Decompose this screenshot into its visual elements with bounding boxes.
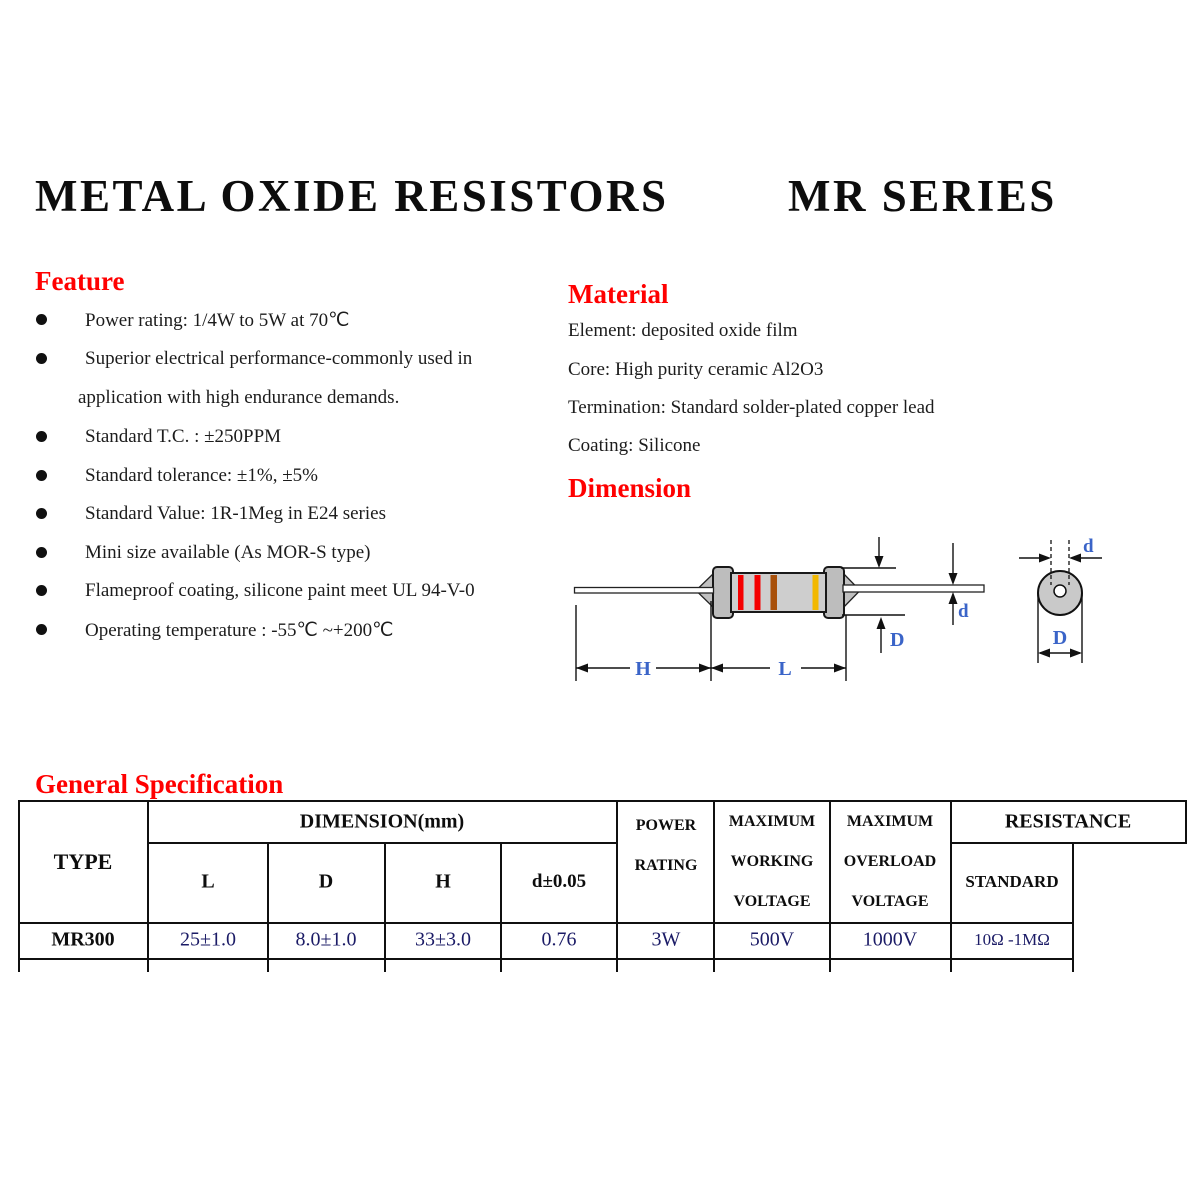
arrow-up-icon <box>877 617 886 629</box>
arrow-down-icon <box>875 556 884 568</box>
material-item: Core: High purity ceramic Al2O3 <box>568 359 824 380</box>
col-header-power-rating: POWER <box>635 817 697 834</box>
col-header-H: H <box>435 870 451 893</box>
bullet-icon <box>36 508 47 519</box>
label-H: H <box>635 658 651 680</box>
bullet-icon <box>36 585 47 596</box>
material-item: Element: deposited oxide film <box>568 320 798 341</box>
end-view-lead-hole <box>1054 585 1066 597</box>
arrow-up-icon <box>949 592 958 604</box>
label-lead-diameter: d <box>958 601 969 622</box>
table-border-line <box>616 800 618 972</box>
feature-item: Superior electrical performance-commonly used in <box>85 348 473 369</box>
table-border-line <box>147 842 618 844</box>
table-border-line <box>18 800 20 972</box>
feature-item: Mini size available (As MOR-S type) <box>85 542 371 563</box>
label-end-lead-diameter: d <box>1083 536 1094 557</box>
band-red-2 <box>755 575 761 610</box>
cell-max-overload-voltage: 1000V <box>862 928 918 951</box>
table-border-line <box>384 842 386 972</box>
arrow-left-icon <box>1038 649 1050 658</box>
col-header-max-working-voltage: MAXIMUM <box>728 813 816 830</box>
col-header-max-overload-voltage: MAXIMUM <box>846 813 934 830</box>
table-border-line <box>18 800 1187 802</box>
arrow-left-icon <box>576 664 588 673</box>
col-group-dimension: DIMENSION(mm) <box>299 810 465 833</box>
resistor-body <box>731 573 826 612</box>
col-header-type: TYPE <box>53 849 113 874</box>
col-header-max-working-voltage: VOLTAGE <box>733 893 811 910</box>
series-title: MR SERIES <box>788 171 1057 221</box>
col-header-max-working-voltage: WORKING <box>730 853 814 870</box>
resistor-dimension-diagram <box>553 525 1200 695</box>
right-lead <box>843 585 984 592</box>
cell-H: 33±3.0 <box>415 928 471 951</box>
arrow-right-icon <box>834 664 846 673</box>
table-border-line <box>950 800 952 972</box>
specification-table <box>18 800 1190 974</box>
feature-item: Standard Value: 1R-1Meg in E24 series <box>85 503 386 524</box>
label-end-body-diameter: D <box>1052 627 1068 649</box>
bullet-icon <box>36 470 47 481</box>
cell-d-tolerance: 0.76 <box>541 928 577 951</box>
material-item: Coating: Silicone <box>568 435 701 456</box>
table-border-line <box>950 842 1187 844</box>
col-header-D: D <box>318 870 334 893</box>
band-gold <box>813 575 819 610</box>
bullet-icon <box>36 624 47 635</box>
table-border-line <box>1072 842 1074 972</box>
left-lead <box>575 588 714 594</box>
feature-heading: Feature <box>35 266 125 296</box>
table-border-line <box>18 922 1074 924</box>
page-title: METAL OXIDE RESISTORS <box>35 171 669 221</box>
arrow-down-icon <box>949 573 958 585</box>
feature-item: Flameproof coating, silicone paint meet UL 94-V-0 <box>85 580 475 601</box>
cell-power-rating: 3W <box>651 928 681 951</box>
feature-item: Standard T.C. : ±250PPM <box>85 426 282 447</box>
cell-type: MR300 <box>51 928 115 951</box>
band-brown <box>771 575 778 610</box>
band-red-1 <box>738 575 744 610</box>
arrow-right-icon <box>699 664 711 673</box>
col-header-max-overload-voltage: OVERLOAD <box>843 853 937 870</box>
table-border-line <box>713 800 715 972</box>
table-border-line <box>1185 800 1187 844</box>
cell-max-working-voltage: 500V <box>749 928 795 951</box>
col-header-L: L <box>201 870 215 893</box>
label-L: L <box>778 658 792 680</box>
feature-item-continuation: application with high endurance demands. <box>78 387 400 408</box>
bullet-icon <box>36 431 47 442</box>
col-header-standard: STANDARD <box>965 872 1059 891</box>
bullet-icon <box>36 353 47 364</box>
cell-resistance-range: 10Ω -1MΩ <box>974 930 1050 949</box>
feature-item: Standard tolerance: ±1%, ±5% <box>85 465 318 486</box>
general-specification-heading: General Specification <box>35 769 284 799</box>
feature-item: Operating temperature : -55℃ ~+200℃ <box>85 620 394 641</box>
bullet-icon <box>36 547 47 558</box>
resistor-side-view <box>575 567 985 618</box>
table-border-line <box>18 958 1074 960</box>
bullet-icon <box>36 314 47 325</box>
col-header-power-rating: RATING <box>634 857 698 874</box>
cell-D: 8.0±1.0 <box>295 928 357 951</box>
table-border-line <box>500 842 502 972</box>
col-header-max-overload-voltage: VOLTAGE <box>851 893 929 910</box>
arrow-right-icon <box>1039 554 1051 563</box>
material-heading: Material <box>568 279 669 309</box>
arrow-right-icon <box>1070 649 1082 658</box>
col-group-resistance: RESISTANCE <box>1004 810 1132 833</box>
arrow-left-icon <box>1069 554 1081 563</box>
col-header-d-tolerance: d±0.05 <box>531 871 587 892</box>
table-border-line <box>147 800 149 972</box>
arrow-left-icon <box>711 664 723 673</box>
label-body-diameter: D <box>890 629 905 651</box>
material-item: Termination: Standard solder-plated copper lead <box>568 397 935 418</box>
cell-L: 25±1.0 <box>180 928 236 951</box>
table-border-line <box>267 842 269 972</box>
table-border-line <box>829 800 831 972</box>
feature-item: Power rating: 1/4W to 5W at 70℃ <box>85 310 350 331</box>
dimension-heading: Dimension <box>568 473 692 503</box>
